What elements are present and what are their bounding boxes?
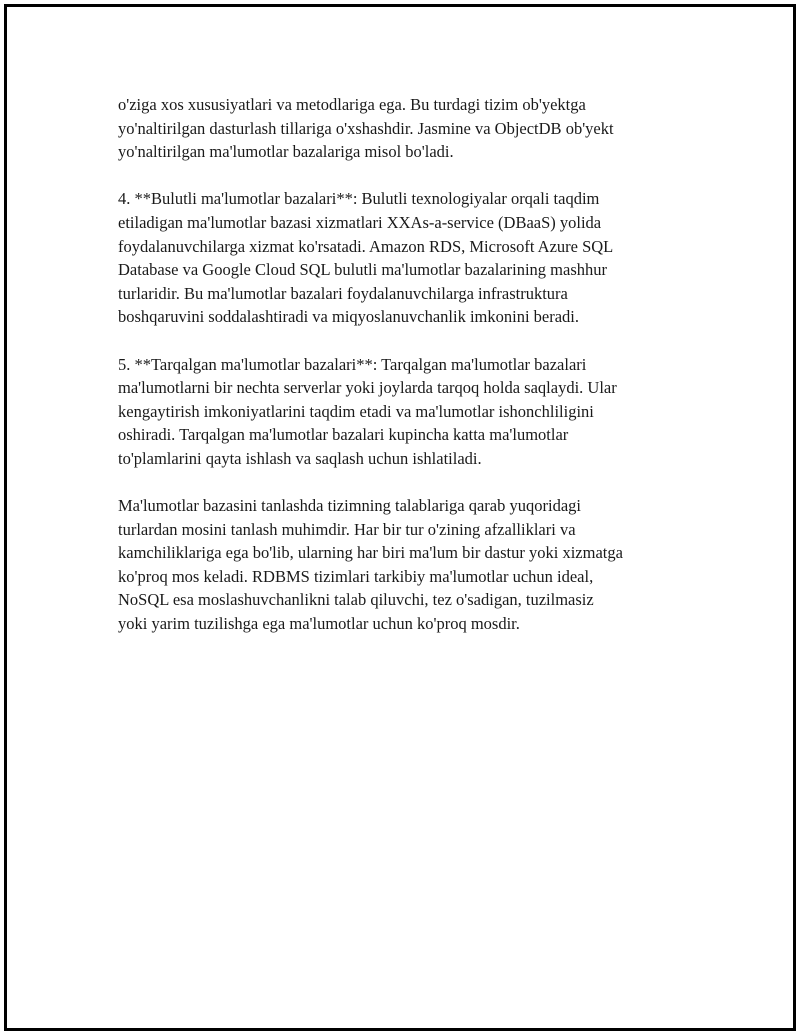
text-line: ko'proq mos keladi. RDBMS tizimlari tarkibiy ma'lumotlar uchun ideal, [118, 566, 594, 586]
text-line: etiladigan ma'lumotlar bazasi xizmatlari XXAs-a-service (DBaaS) yolida [118, 212, 602, 232]
text-line: 5. **Tarqalgan ma'lumotlar bazalari**: Tarqalgan ma'lumotlar bazalari [118, 354, 587, 374]
paragraph-cloud-databases [118, 187, 688, 329]
paragraph-distributed-databases [118, 353, 688, 471]
text-line: yo'naltirilgan dasturlash tillariga o'xshashdir. Jasmine va ObjectDB ob'yekt [118, 118, 614, 138]
text-line: kamchiliklariga ega bo'lib, ularning har biri ma'lum bir dastur yoki xizmatga [118, 543, 623, 563]
text-line: turlaridir. Bu ma'lumotlar bazalari foydalanuvchilarga infrastruktura [118, 283, 568, 303]
text-line: to'plamlarini qayta ishlash va saqlash uchun ishlatiladi. [118, 448, 482, 468]
text-line: kengaytirish imkoniyatlarini taqdim etadi va ma'lumotlar ishonchliligini [118, 401, 594, 421]
text-line: 4. **Bulutli ma'lumotlar bazalari**: Bulutli texnologiyalar orqali taqdim [118, 189, 600, 209]
text-line: ma'lumotlarni bir nechta serverlar yoki joylarda tarqoq holda saqlaydi. Ular [118, 378, 617, 398]
text-line: Ma'lumotlar bazasini tanlashda tizimning talablariga qarab yuqoridagi [118, 496, 581, 516]
text-line: oshiradi. Tarqalgan ma'lumotlar bazalari kupincha katta ma'lumotlar [118, 425, 569, 445]
document-body [118, 93, 688, 659]
text-line: yo'naltirilgan ma'lumotlar bazalariga misol bo'ladi. [118, 142, 454, 162]
text-line: o'ziga xos xususiyatlari va metodlariga ega. Bu turdagi tizim ob'yektga [118, 95, 586, 114]
paragraph-conclusion [118, 494, 688, 636]
text-line: yoki yarim tuzilishga ega ma'lumotlar uchun ko'proq mosdir. [118, 614, 520, 634]
paragraph-object-oriented-databases [118, 93, 688, 164]
text-line: NoSQL esa moslashuvchanlikni talab qiluvchi, tez o'sadigan, tuzilmasiz [118, 590, 594, 610]
text-line: foydalanuvchilarga xizmat ko'rsatadi. Amazon RDS, Microsoft Azure SQL [118, 236, 614, 256]
text-line: Database va Google Cloud SQL bulutli ma'lumotlar bazalarining mashhur [118, 260, 607, 280]
text-line: boshqaruvini soddalashtiradi va miqyoslanuvchanlik imkonini beradi. [118, 307, 580, 327]
text-line: turlardan mosini tanlash muhimdir. Har bir tur o'zining afzalliklari va [118, 519, 576, 539]
